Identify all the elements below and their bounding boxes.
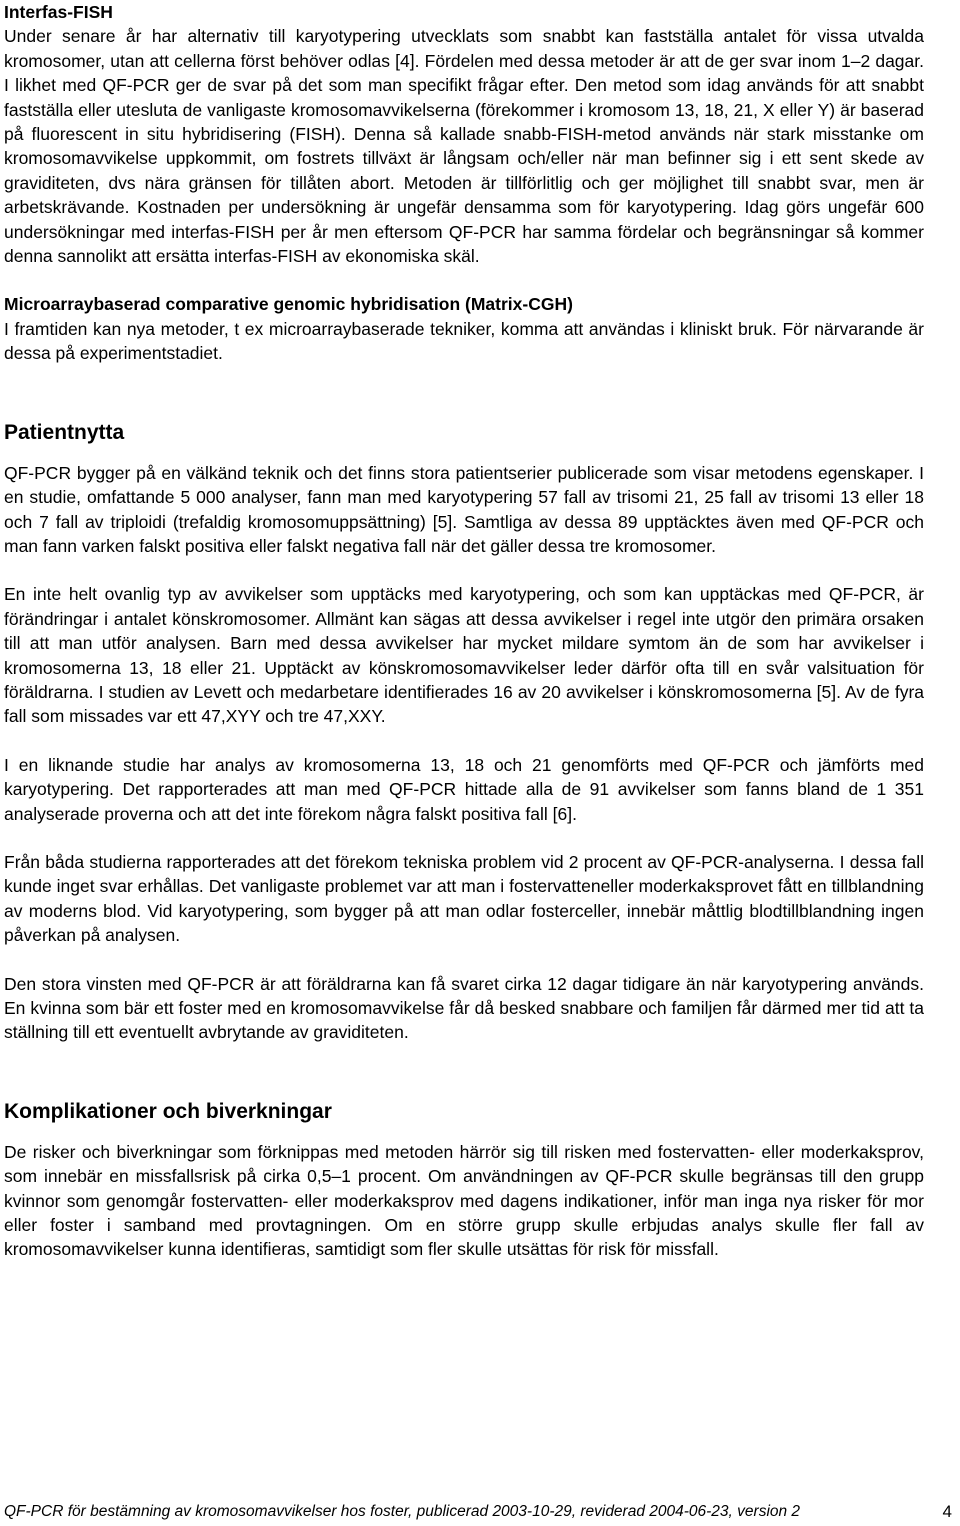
page-number: 4: [942, 1502, 952, 1521]
page-footer: [4, 1500, 956, 1524]
patientnytta-paragraph-4: Från båda studierna rapporterades att det förekom tekniska problem vid 2 procent av QF-PCR-analyserna. I dessa fall kunde inget svar erhållas. Det vanligaste problemet var att man i fostervatteneller moderkaksprovet fått en tillblandning av moderns blod. Vid karyotypering, som bygger på att man odlar fosterceller, innebär måttlig blodtillblandning ingen påverkan på analysen.: [4, 851, 924, 946]
patientnytta-paragraph-5: Den stora vinsten med QF-PCR är att föräldrarna kan få svaret cirka 12 dagar tidigare än när karyotypering används. En kvinna som bär ett foster med en kromosomavvikelse får då besked snabbare och familjen får därmed mer tid att ta ställning till ett eventuellt avbrytande av graviditeten.: [4, 973, 924, 1043]
footer-text: QF-PCR för bestämning av kromosomavvikelser hos foster, publicerad 2003-10-29, reviderad 2004-06-23, version 2: [4, 1503, 801, 1520]
interfas-fish-heading: Interfas-FISH: [4, 2, 113, 22]
patientnytta-paragraph-1: QF-PCR bygger på en välkänd teknik och det finns stora patientserier publicerade som visar metodens egenskaper. I en studie, omfattande 5 000 analyser, fann man med karyotypering 57 fall av trisomi 21, 25 fall av trisomi 13 eller 18 och 7 fall av triploidi (trefaldig kromosomuppsättning) [5]. Samtliga av dessa 89 upptäcktes även med QF-PCR och man fann varken falskt positiva eller falskt negativa fall när det gäller dessa tre kromosomer.: [4, 462, 924, 556]
patientnytta-heading: Patientnytta: [4, 420, 125, 444]
matrix-cgh-body: I framtiden kan nya metoder, t ex microarraybaserade tekniker, komma att användas i kliniskt bruk. För närvarande är dessa på experimentstadiet.: [4, 318, 924, 364]
interfas-fish-body: Under senare år har alternativ till karyotypering utvecklats som snabbt kan fastställa antalet för vissa utvalda kromosomer, utan att cellerna först behöver odlas [4]. Fördelen med dessa metoder är att de ger svar inom 1–2 dagar. I likhet med QF-PCR ger de svar på det som man specifikt frågar efter. Den metod som idag används för att snabbt fastställa eller utesluta de vanligaste kromosomavvikelserna (förekommer i kromosom 13, 18, 21, X eller Y) är baserad på fluorescent in situ hybridisering (FISH). Denna så kallade snabb-FISH-metod används när stark misstanke om kromosomavvikelse uppkommit, om fostrets tillväxt är långsam och/eller när man befinner sig i ett sent skede av graviditeten, dvs nära gränsen för tillåten abort. Metoden är tillförlitlig och ger möjlighet till snabbt svar, men är arbetskrävande. Kostnaden per undersökning är ungefär densamma som för karyotypering. Idag görs ungefär 600 undersökningar med interfas-FISH per år men eftersom QF-PCR har samma fördelar och begränsningar så kommer denna sannolikt att ersätta interfas-FISH av ekonomiska skäl.: [4, 26, 924, 267]
komplikationer-heading: Komplikationer och biverkningar: [4, 1099, 332, 1123]
page-content: [4, 0, 924, 1262]
komplikationer-body: De risker och biverkningar som förknippas med metoden härrör sig till risken med fostervatten- eller moderkaksprov, som innebär en missfallsrisk på cirka 0,5–1 procent. Om användningen av QF-PCR skulle begränsas till den grupp kvinnor som genomgår fostervatten- eller moderkaksprov med dagens indikationer, inför man inga nya risker för mor eller foster i samband med provtagningen. Om en större grupp skulle erbjudas analys skulle fler fall av kromosomavvikelser kunna identifieras, samtidigt som fler skulle utsättas för risk för missfall.: [4, 1141, 924, 1260]
matrix-cgh-heading: Microarraybaserad comparative genomic hybridisation (Matrix-CGH): [4, 294, 573, 315]
patientnytta-paragraph-3: I en liknande studie har analys av kromosomerna 13, 18 och 21 genomförts med QF-PCR och jämförts med karyotypering. Det rapporterades att man med QF-PCR hittade alla de 91 avvikelser som fanns bland de 1 351 analyserade proverna och att det inte förekom några falskt positiva fall [6].: [4, 754, 924, 824]
patientnytta-paragraph-2: En inte helt ovanlig typ av avvikelser som upptäcks med karyotypering, och som kan upptäckas med QF-PCR, är förändringar i antalet könskromosomer. Allmänt kan sägas att dessa avvikelser i regel inte utgör den primära orsaken till att man utför analysen. Barn med dessa avvikelser har mycket mildare symtom än de som har avvikelser i kromosomerna 13, 18 eller 21. Upptäckt av könskromosomavvikelser leder därför ofta till en svår valsituation för föräldrarna. I studien av Levett och medarbetare identifierades 16 av 20 avvikelser i könskromosomerna [5]. Av de fyra fall som missades var ett 47,XYY och tre 47,XXY.: [4, 584, 924, 727]
